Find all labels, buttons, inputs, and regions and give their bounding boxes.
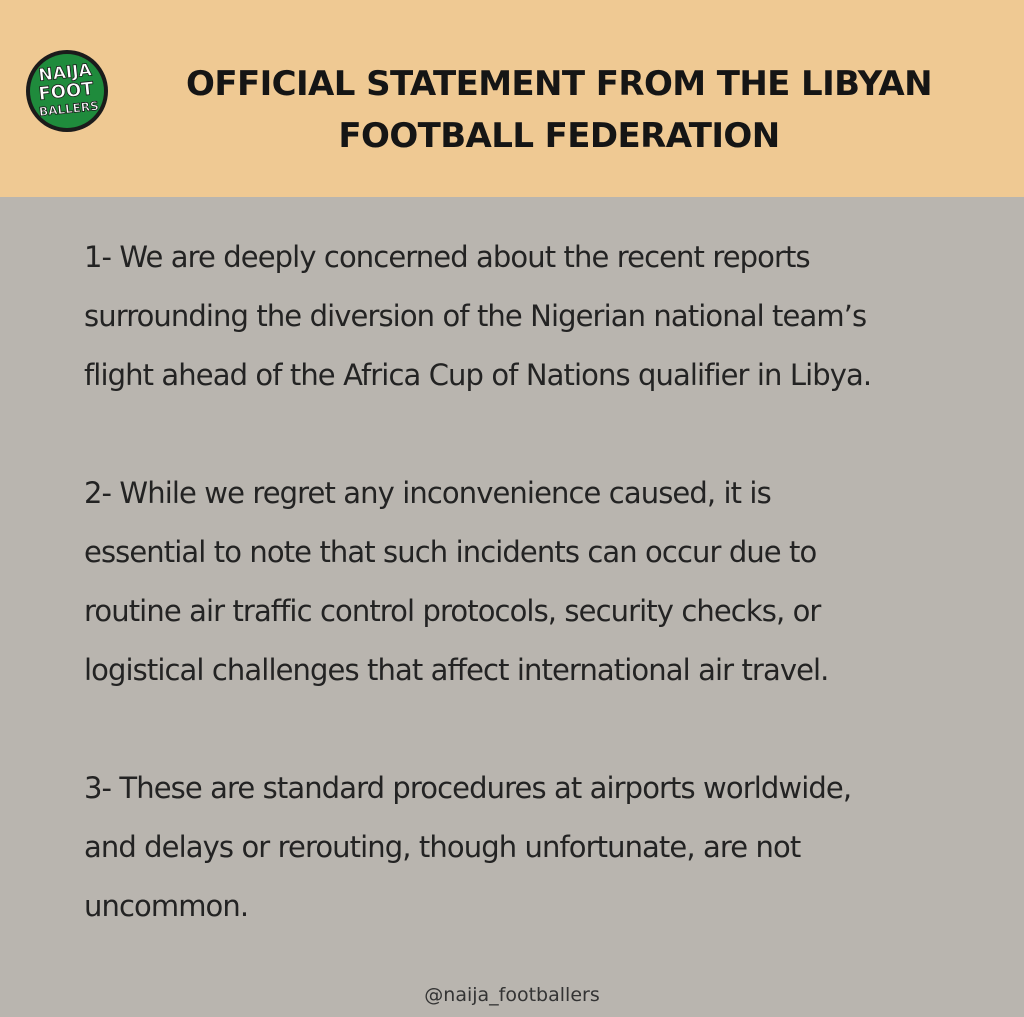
logo-line-1: NAIJA xyxy=(37,60,93,86)
title-line: OFFICIAL STATEMENT FROM THE LIBYAN xyxy=(186,64,932,104)
statement-line: 2- While we regret any inconvenience caused, it is xyxy=(84,476,771,510)
naija-footballers-logo xyxy=(24,48,110,134)
statement-paragraph-2 xyxy=(84,464,984,700)
logo-line-2: FOOT xyxy=(37,78,95,105)
header-banner xyxy=(0,0,1024,197)
statement-line: uncommon. xyxy=(84,889,249,923)
statement-line: and delays or rerouting, though unfortunate, are not xyxy=(84,830,801,864)
statement-line: routine air traffic control protocols, security checks, or xyxy=(84,594,821,628)
logo-badge-icon xyxy=(24,48,110,134)
statement-line: surrounding the diversion of the Nigerian national team’s xyxy=(84,299,867,333)
statement-line: flight ahead of the Africa Cup of Nations qualifier in Libya. xyxy=(84,358,872,392)
statement-body xyxy=(84,228,984,936)
statement-line: essential to note that such incidents can occur due to xyxy=(84,535,817,569)
statement-line: logistical challenges that affect international air travel. xyxy=(84,653,829,687)
logo-line-3: BALLERS xyxy=(38,98,100,119)
statement-line: 3- These are standard procedures at airports worldwide, xyxy=(84,771,852,805)
page-title xyxy=(120,58,998,162)
social-handle: @naija_footballers xyxy=(424,984,600,1006)
title-line: FOOTBALL FEDERATION xyxy=(338,116,780,156)
statement-paragraph-1 xyxy=(84,228,984,405)
statement-line: 1- We are deeply concerned about the recent reports xyxy=(84,240,810,274)
statement-paragraph-3 xyxy=(84,759,984,936)
